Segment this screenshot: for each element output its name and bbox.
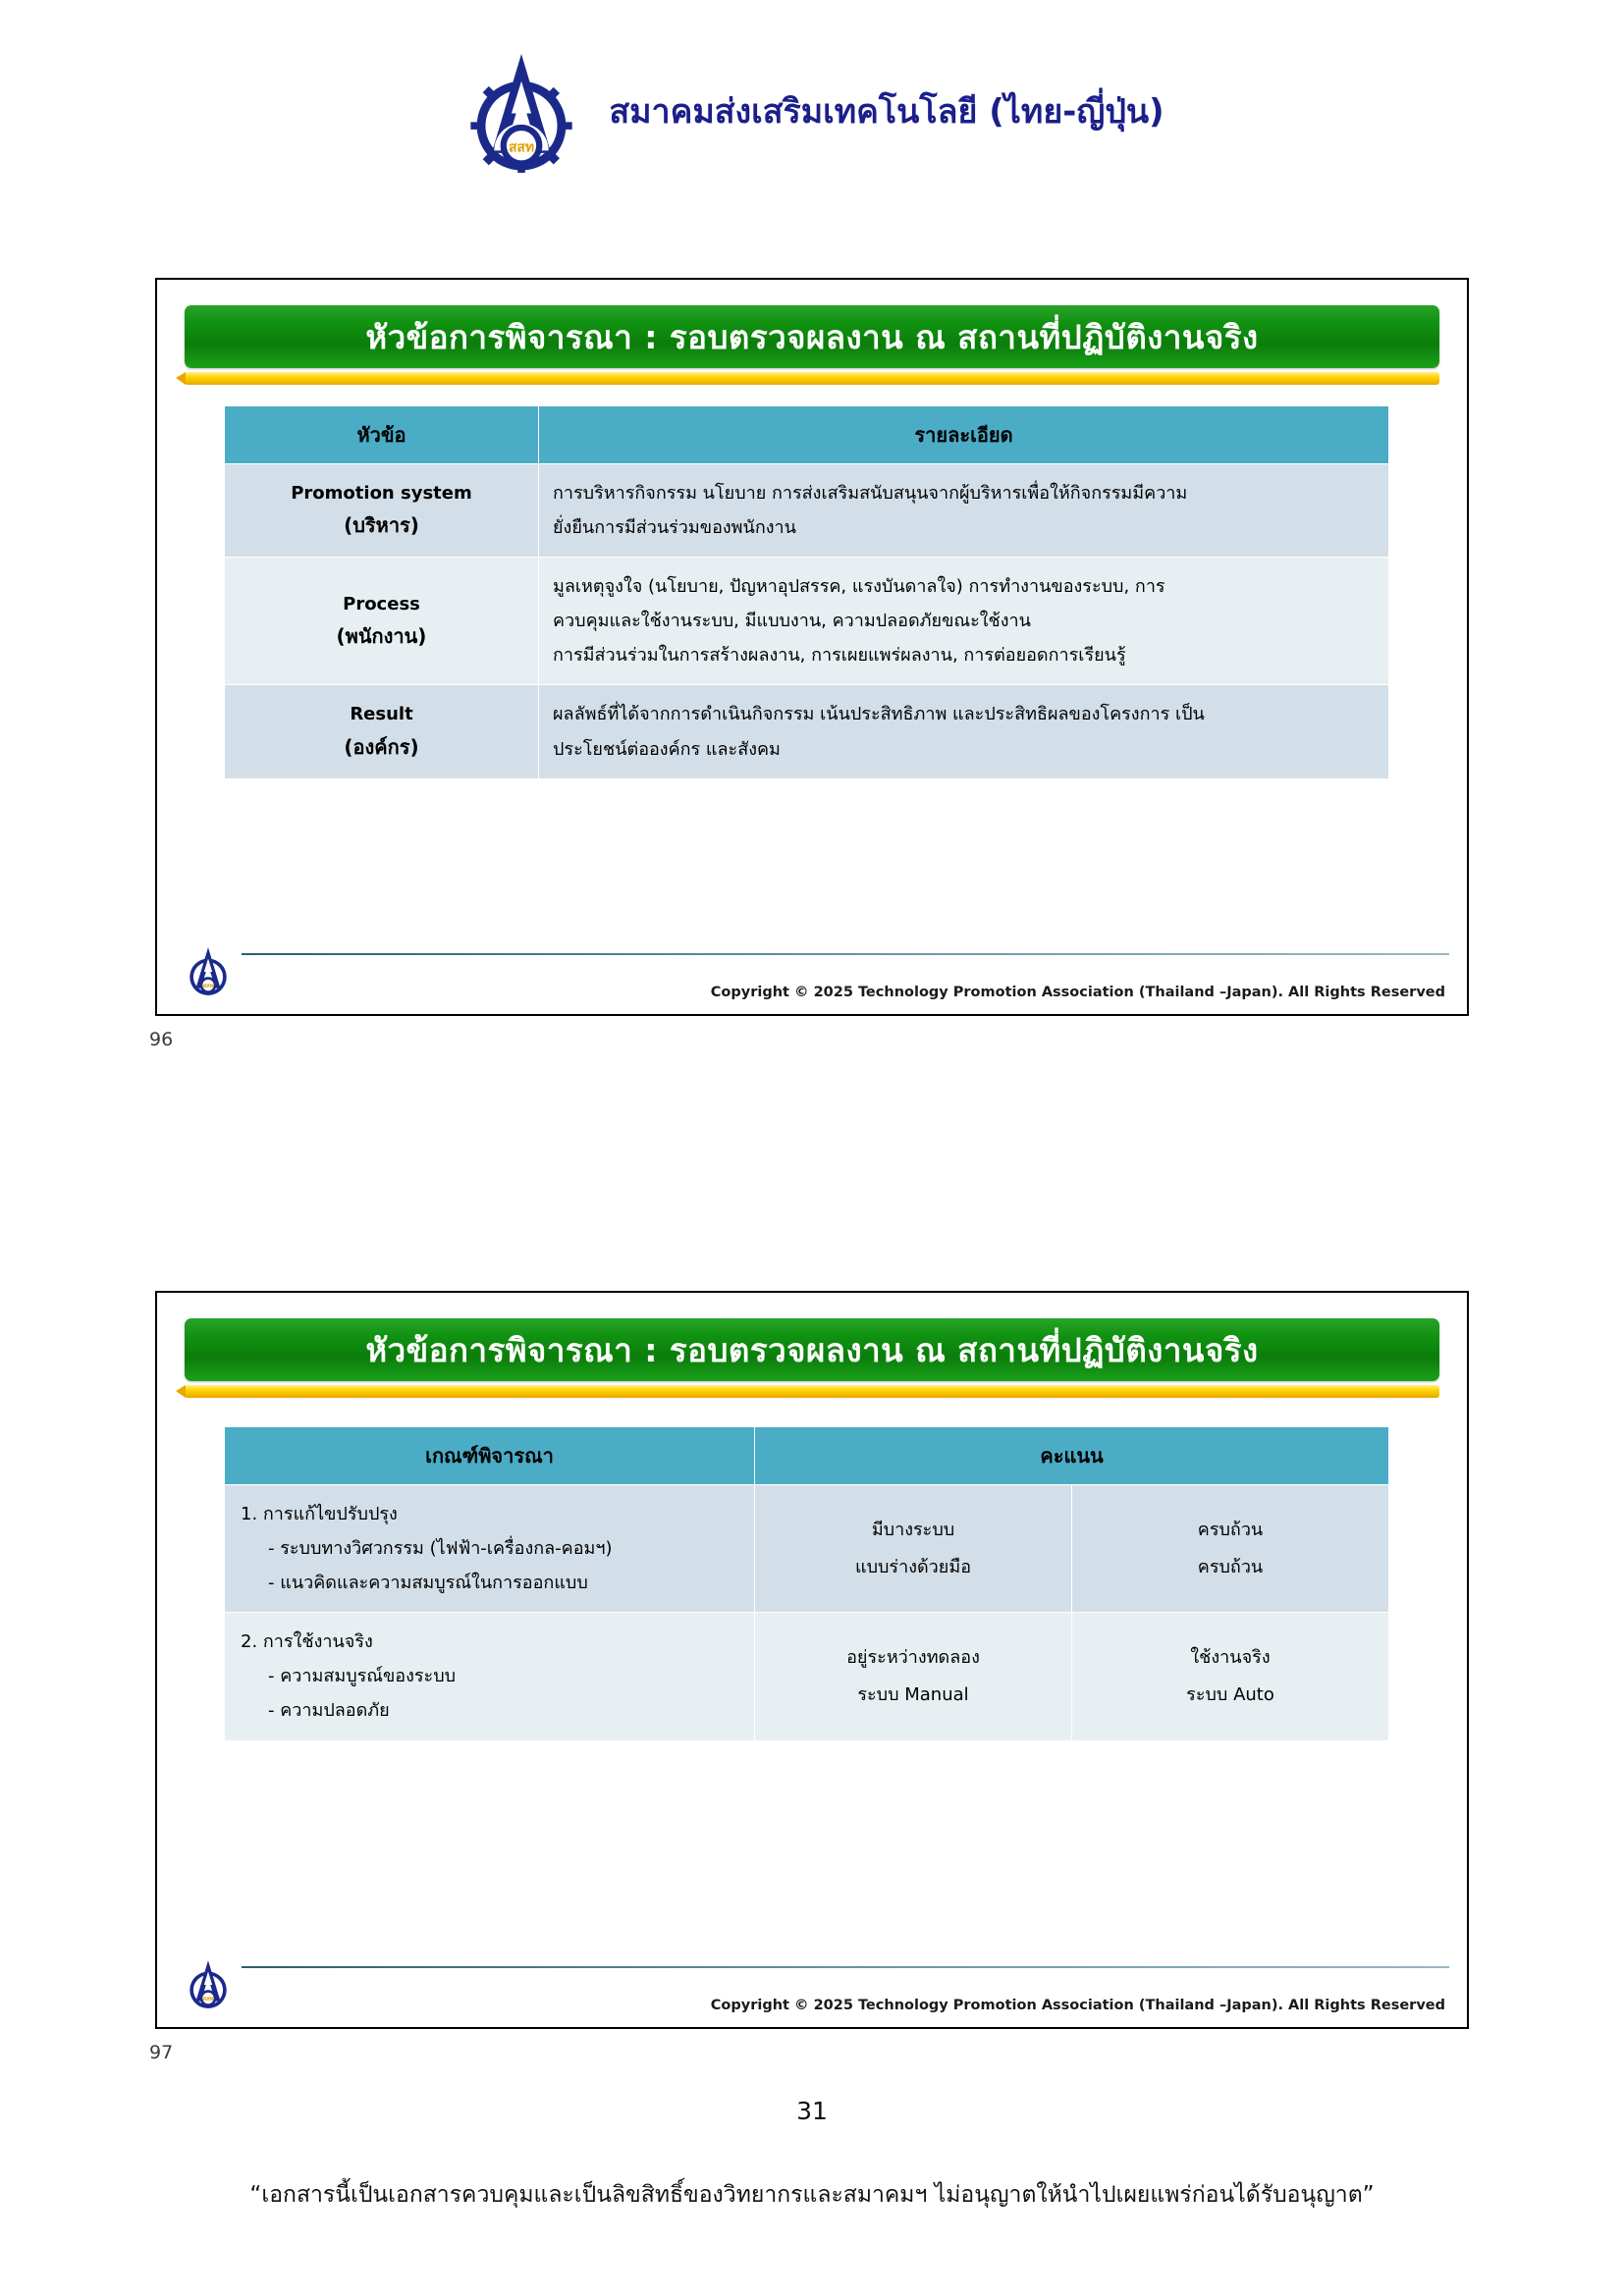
score-cell-high — [1072, 1613, 1389, 1740]
consideration-topics-table — [224, 405, 1389, 779]
criteria-line: 2. การใช้งานจริง — [241, 1631, 373, 1653]
copyright-text: Copyright © 2025 Technology Promotion Association (Thailand –Japan). All Rights Reserved — [710, 985, 1445, 1000]
table-header-row — [225, 406, 1389, 464]
detail-line: ยั่งยืนการมีส่วนร่วมของพนักงาน — [553, 517, 796, 539]
topic-cell — [225, 558, 539, 685]
score-line: ระบบ Auto — [1186, 1683, 1274, 1705]
score-cell-high — [1072, 1485, 1389, 1613]
slide-title-green-bar — [185, 1318, 1439, 1381]
slide-97 — [155, 1291, 1469, 2029]
column-header-detail: รายละเอียด — [539, 406, 1389, 464]
slide-title-yellow-accent — [185, 1385, 1439, 1398]
detail-line: ผลลัพธ์ที่ได้จากการดำเนินกิจกรรม เน้นประสิทธิภาพ และประสิทธิผลของโครงการ เป็น — [553, 704, 1205, 725]
tpa-logo-icon — [183, 1958, 234, 2009]
table-header-row — [225, 1427, 1389, 1485]
svg-text:สสท: สสท — [202, 984, 214, 990]
page-number: 31 — [796, 2097, 828, 2125]
detail-cell — [539, 685, 1389, 778]
slide-title-green-bar — [185, 305, 1439, 368]
column-header-criteria: เกณฑ์พิจารณา — [225, 1427, 755, 1485]
slide-number: 96 — [149, 1029, 174, 1050]
table-row — [225, 685, 1389, 778]
topic-label-en: Result — [350, 704, 413, 725]
slide-title-text: หัวข้อการพิจารณา : รอบตรวจผลงาน ณ สถานที่ปฏิบัติงานจริง — [365, 317, 1259, 356]
topic-label-th: (องค์กร) — [344, 734, 419, 759]
criteria-line: - ความสมบูรณ์ของระบบ — [268, 1666, 457, 1687]
topic-label-en: Promotion system — [291, 482, 472, 504]
copyright-text: Copyright © 2025 Technology Promotion Association (Thailand –Japan). All Rights Reserved — [710, 1998, 1445, 2013]
score-line: อยู่ระหว่างทดลอง — [846, 1647, 980, 1669]
detail-line: ควบคุมและใช้งานระบบ, มีแบบงาน, ความปลอดภัยขณะใช้งาน — [553, 611, 1031, 632]
table-row — [225, 1613, 1389, 1740]
criteria-line: 1. การแก้ไขปรับปรุง — [241, 1504, 398, 1524]
detail-line: มูลเหตุจูงใจ (นโยบาย, ปัญหาอุปสรรค, แรงบันดาลใจ) การทำงานของระบบ, การ — [553, 576, 1165, 598]
criteria-line: - แนวคิดและความสมบูรณ์ในการออกแบบ — [268, 1573, 588, 1594]
topic-cell — [225, 464, 539, 558]
score-cell-mid — [755, 1613, 1072, 1740]
score-line: ครบถ้วน — [1197, 1519, 1264, 1540]
detail-cell — [539, 558, 1389, 685]
disclaimer-text: “เอกสารนี้เป็นเอกสารควบคุมและเป็นลิขสิทธิ์ของวิทยากรและสมาคมฯ ไม่อนุญาตให้นำไปเผยแพร่ก่อนได้รับอนุญาต” — [249, 2182, 1375, 2208]
column-header-topic: หัวข้อ — [225, 406, 539, 464]
topic-cell — [225, 685, 539, 778]
detail-line: การมีส่วนร่วมในการสร้างผลงาน, การเผยแพร่ผลงาน, การต่อยอดการเรียนรู้ — [553, 645, 1126, 667]
score-line: ระบบ Manual — [857, 1683, 969, 1705]
score-line: ครบถ้วน — [1197, 1556, 1264, 1577]
topic-label-en: Process — [343, 593, 420, 614]
svg-text:สสท: สสท — [509, 139, 535, 156]
score-line: มีบางระบบ — [871, 1519, 955, 1540]
topic-label-th: (พนักงาน) — [336, 624, 427, 649]
criteria-cell — [225, 1613, 755, 1740]
criteria-line: - ความปลอดภัย — [268, 1700, 390, 1722]
slide-96 — [155, 278, 1469, 1016]
detail-line: ประโยชน์ต่อองค์กร และสังคม — [553, 738, 781, 760]
score-line: ใช้งานจริง — [1190, 1647, 1271, 1669]
svg-text:สสท: สสท — [202, 1997, 214, 2003]
criteria-line: - ระบบทางวิศวกรรม (ไฟฟ้า-เครื่องกล-คอมฯ) — [268, 1538, 613, 1560]
detail-line: การบริหารกิจกรรม นโยบาย การส่งเสริมสนับสนุนจากผู้บริหารเพื่อให้กิจกรรมมีความ — [553, 483, 1188, 504]
scoring-criteria-table — [224, 1426, 1389, 1741]
slide-number: 97 — [149, 2042, 174, 2063]
criteria-cell — [225, 1485, 755, 1613]
detail-cell — [539, 464, 1389, 558]
organization-name: สมาคมส่งเสริมเทคโนโลยี (ไทย-ญี่ปุ่น) — [609, 92, 1164, 132]
footer-divider — [242, 1966, 1449, 1968]
tpa-logo-icon — [460, 49, 583, 173]
slide-footer — [157, 1939, 1467, 2015]
score-line: แบบร่างด้วยมือ — [854, 1556, 972, 1577]
topic-label-th: (บริหาร) — [344, 513, 419, 538]
tpa-logo-icon — [183, 945, 234, 996]
slide-title-text: หัวข้อการพิจารณา : รอบตรวจผลงาน ณ สถานที่ปฏิบัติงานจริง — [365, 1330, 1259, 1369]
column-header-score: คะแนน — [755, 1427, 1389, 1485]
slide-title-yellow-accent — [185, 372, 1439, 385]
footer-divider — [242, 953, 1449, 955]
score-cell-mid — [755, 1485, 1072, 1613]
slide-footer — [157, 926, 1467, 1002]
table-row — [225, 464, 1389, 558]
slide-title-banner — [185, 305, 1439, 385]
slide-title-banner — [185, 1318, 1439, 1398]
page-header — [0, 47, 1624, 175]
table-row — [225, 558, 1389, 685]
table-row — [225, 1485, 1389, 1613]
